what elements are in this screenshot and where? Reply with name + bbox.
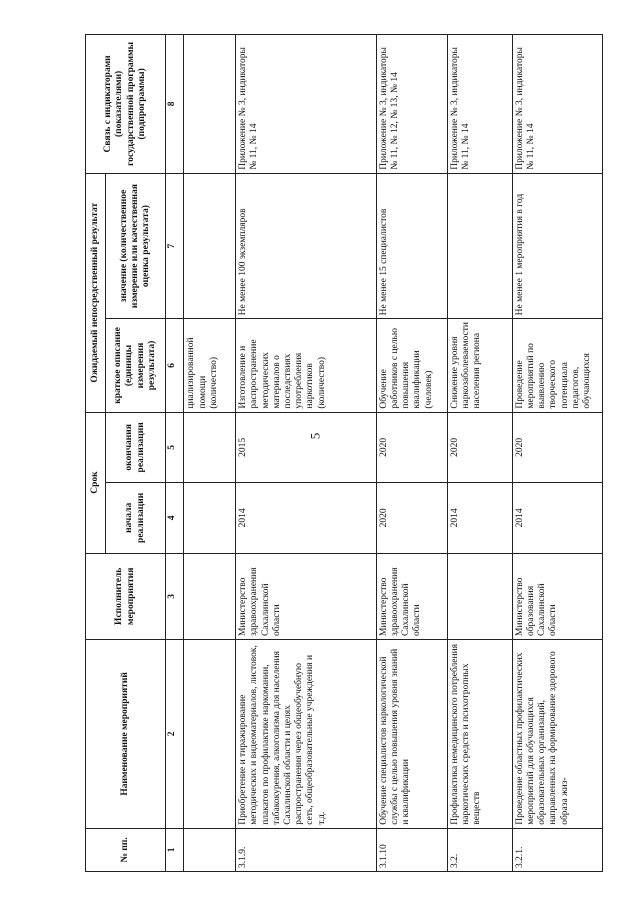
cell-end: 2015 [236,412,376,483]
cell-desc: Изготовление и распространение методических материалов о последствиях употребления наркотиков (количество) [236,319,376,412]
cell-name: Проведение областных профилактических мероприятий для обучающихся образовательных организаций, направленных на формирование здорового образа жиз- [512,640,602,829]
cell-desc: циализированной помощи (количество) [184,319,236,412]
col-index: 7 [166,173,184,319]
rotated-table-wrapper [85,34,603,872]
header-executor: Исполнитель мероприятия [86,553,166,639]
header-short-desc: краткое описание (единицы измерения результата) [106,319,166,412]
column-index-row [166,35,184,872]
cell-start: 2014 [236,483,376,554]
cell-value: Не менее 1 мероприятия в год [512,173,602,319]
col-index: 8 [166,35,184,174]
cell-desc: Обучение работников с целью повышения квалификации (человек) [376,319,447,412]
cell-value: Не менее 100 экземпляров [236,173,376,319]
cell-start [184,483,236,554]
col-index: 1 [166,828,184,871]
cell-value [184,173,236,319]
header-end: окончания реализации [106,412,166,483]
cell-executor: Министерство здравоохранения Сахалинской области [236,553,376,639]
header-value: значение (количественное измерение или качественная оценка результата) [106,173,166,319]
col-index: 3 [166,553,184,639]
table-row [236,35,376,872]
cell-name: Обучение специалистов наркологической службы с целью повышения уровня знаний и квалификации [376,640,447,829]
header-start: начала реализации [106,483,166,554]
cell-link: Приложение № 3, индикаторы № 11, № 14 [448,35,513,174]
cell-end: 2020 [512,412,602,483]
table-row [448,35,513,872]
cell-value [448,173,513,319]
header-num: № пп. [86,828,166,871]
cell-executor: Министерство образования Сахалинской области [512,553,602,639]
cell-start: 2014 [512,483,602,554]
header-link: Связь с индикаторами (показателями) государственной программы (подпрограммы) [86,35,166,174]
col-index: 6 [166,319,184,412]
col-index: 2 [166,640,184,829]
cell-desc: Снижение уровня наркозаболеваемости населения региона [448,319,513,412]
cell-name: Приобретение и тиражирование методических и видеоматериалов, листовок, плакатов по профилактике наркомании, табакокурения, алкоголизма для населения Сахалинской области и целях распространения через общеобучебную сеть, общеобразовательные учреждения и т.д. [236,640,376,829]
cell-link: Приложение № 3, индикаторы № 11, № 12, № 13, № 14 [376,35,447,174]
table-row [376,35,447,872]
cell-name [184,640,236,829]
cell-executor [184,553,236,639]
cell-desc: Проведение мероприятий по выявлению творческого потенциала педагогов, обучающихся [512,319,602,412]
cell-num [184,828,236,871]
header-term: Срок [86,412,106,553]
col-index: 4 [166,483,184,554]
cell-start: 2020 [376,483,447,554]
table-row [184,35,236,872]
cell-num: 3.2. [448,828,513,871]
cell-num: 3.2.1. [512,828,602,871]
cell-name: Профилактика немедицинского потребления наркотических средств и психотропных веществ [448,640,513,829]
table-row [512,35,602,872]
cell-link: Приложение № 3, индикаторы № 11, № 14 [236,35,376,174]
cell-link [184,35,236,174]
cell-value: Не менее 15 специалистов [376,173,447,319]
cell-end: 2020 [448,412,513,483]
cell-end: 2020 [376,412,447,483]
cell-start: 2014 [448,483,513,554]
cell-executor: Министерство здравоохранения Сахалинской области [376,553,447,639]
cell-executor [448,553,513,639]
header-expected: Ожидаемый непосредственный результат [86,173,106,412]
col-index: 5 [166,412,184,483]
header-name: Наименование мероприятий [86,640,166,829]
program-table [85,34,603,872]
page-number: 5 [307,432,323,440]
cell-num: 3.1.10 [376,828,447,871]
cell-num: 3.1.9. [236,828,376,871]
cell-end [184,412,236,483]
cell-link: Приложение № 3, индикаторы № 11, № 14 [512,35,602,174]
